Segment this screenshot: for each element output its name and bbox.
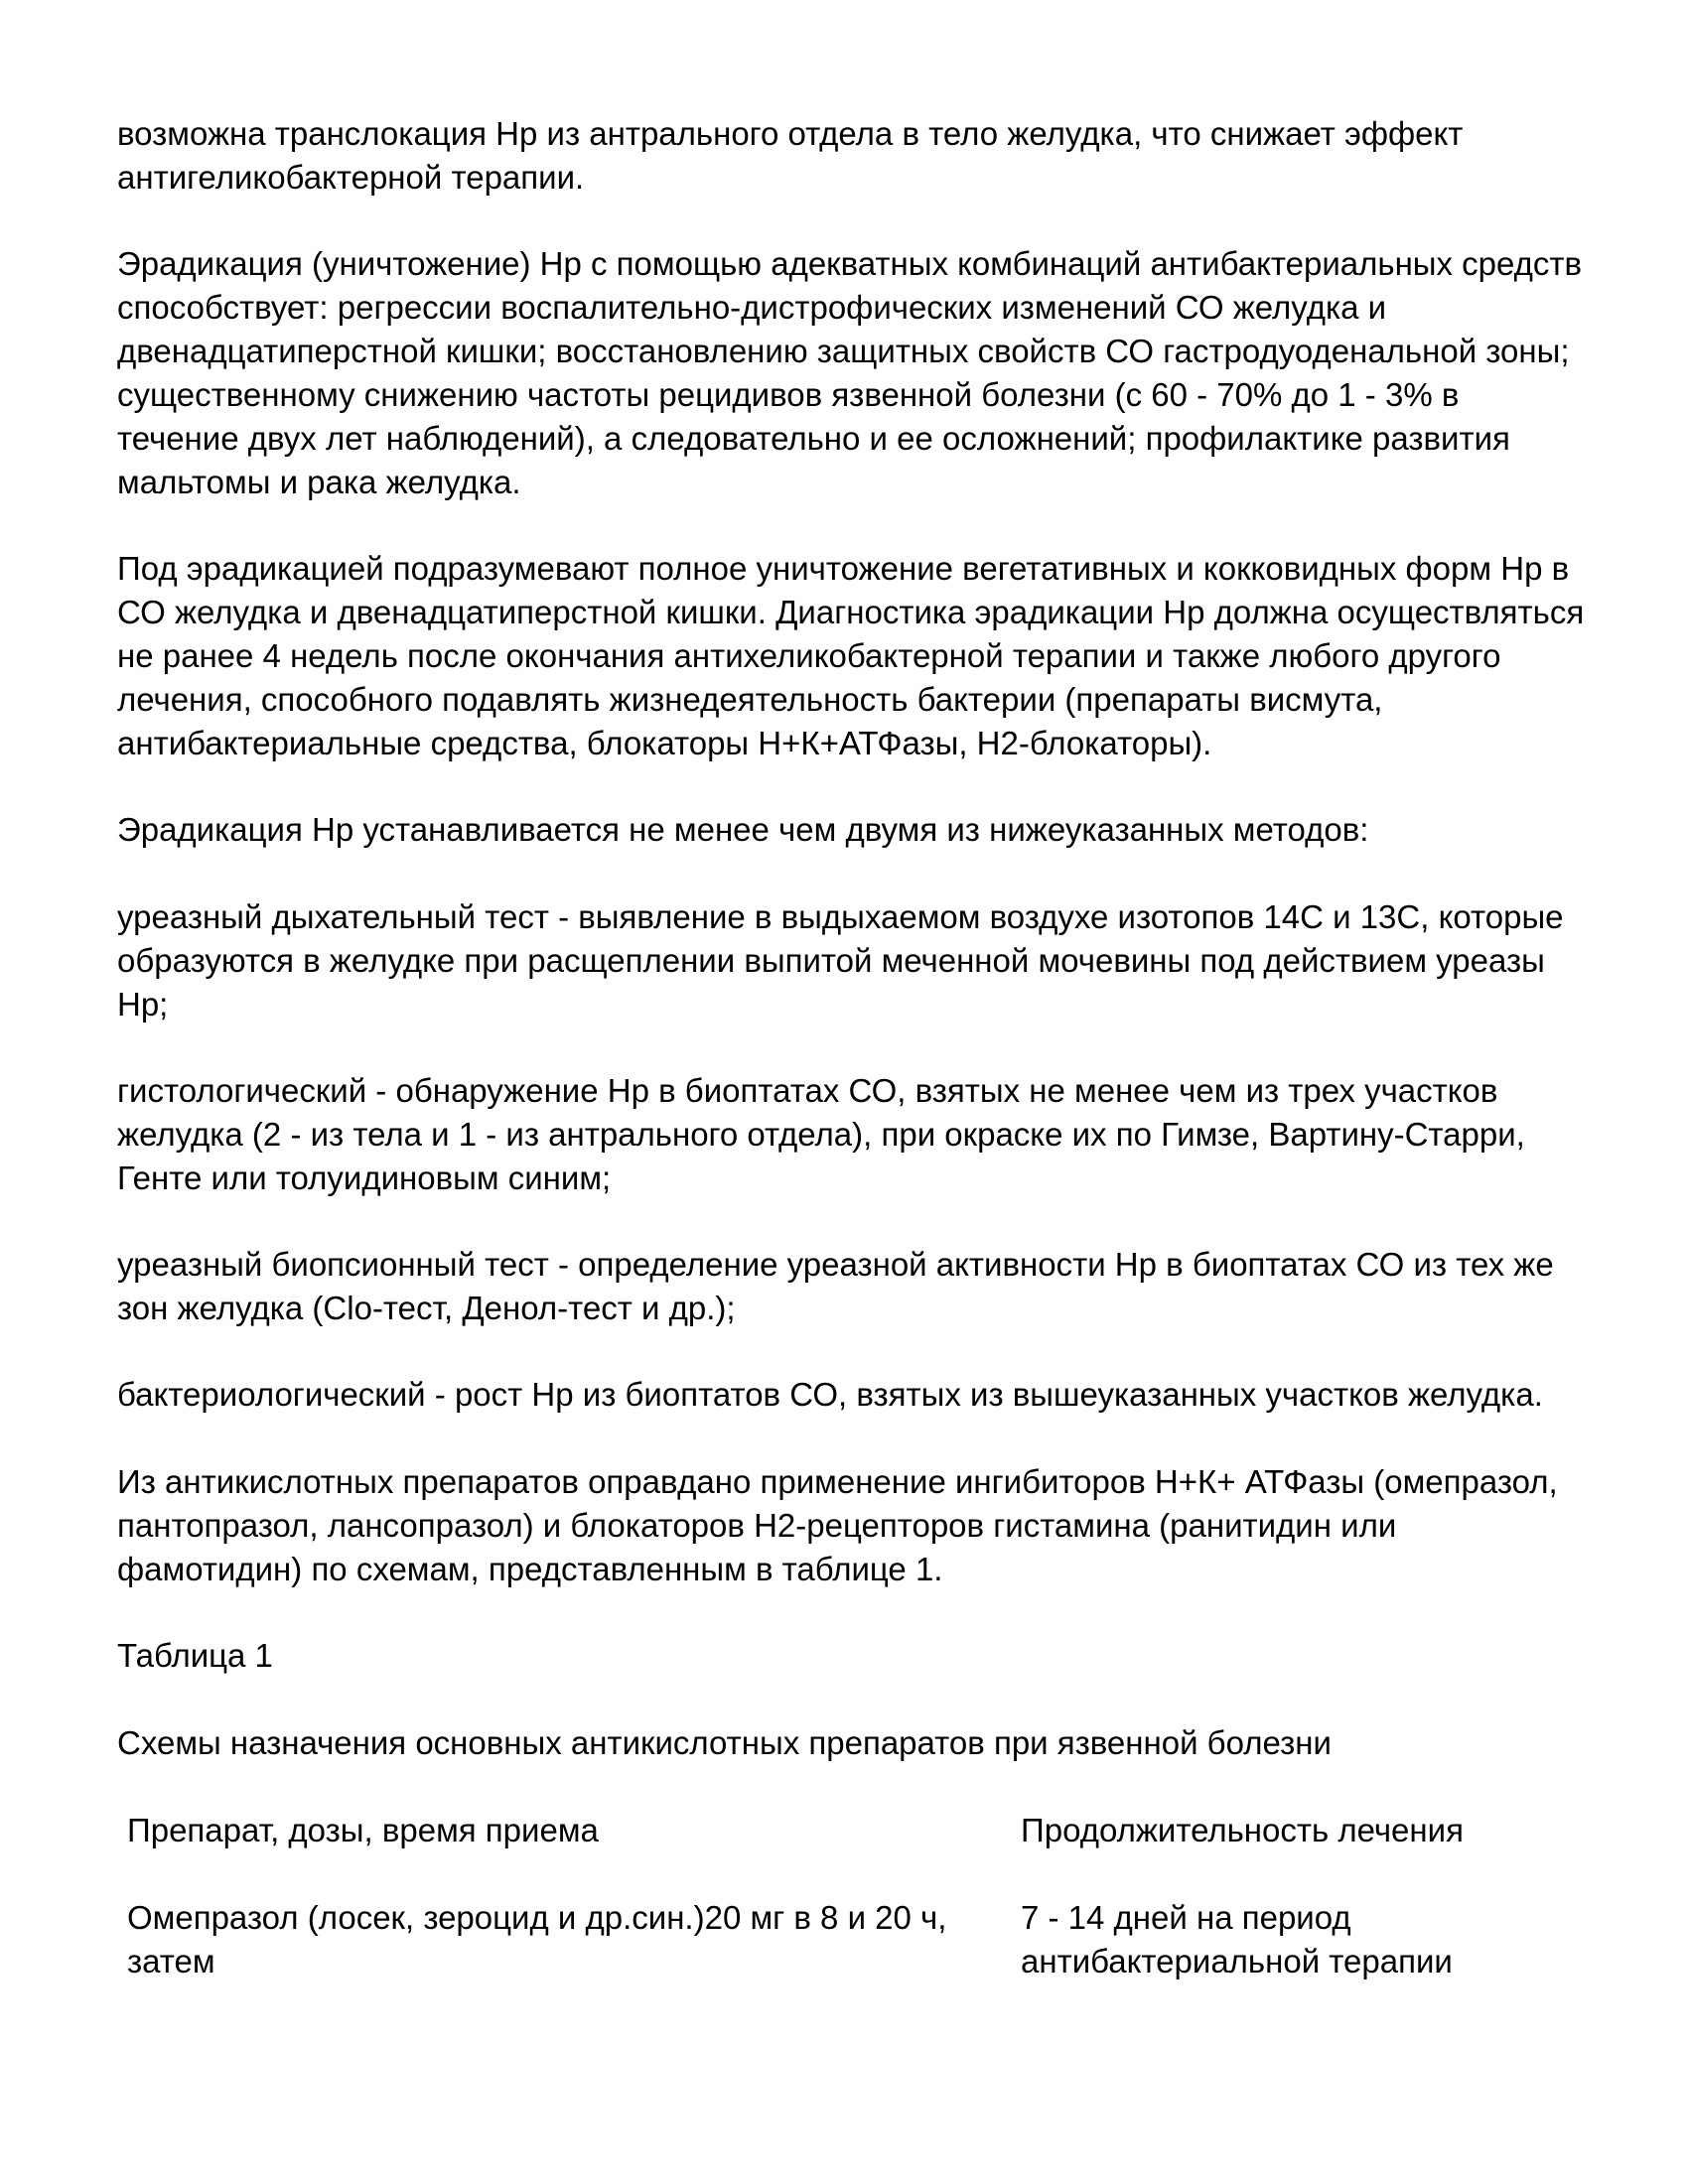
document-page	[117, 112, 1587, 2027]
table-header-drug: Препарат, дозы, время приема	[127, 1812, 599, 1848]
table-caption-title: Схемы назначения основных антикислотных препаратов при язвенной болезни	[117, 1724, 1332, 1761]
table-header-duration: Продолжительность лечения	[1021, 1812, 1464, 1848]
table-cell-duration: 7 - 14 дней на период антибактериальной терапии	[1021, 1899, 1453, 1979]
paragraph-method-breath-test: уреазный дыхательный тест - выявление в выдыхаемом воздухе изотопов 14С и 13С, которые образуются в желудке при расщеплении выпитой меченной мочевины под действием уреазы Hp;	[117, 898, 1564, 1023]
treatment-table	[127, 1809, 1587, 2027]
paragraph-eradication-definition: Под эрадикацией подразумевают полное уничтожение вегетативных и кокковидных форм Hp в СО желудка и двенадцатиперстной кишки. Диагностика эрадикации Hp должна осуществляться не ранее 4 недель после окончания антихеликобактерной терапии и также любого другого лечения, способного подавлять жизнедеятельность бактерии (препараты висмута, антибактериальные средства, блокаторы Н+К+АТФазы, Н2-блокаторы).	[117, 550, 1585, 761]
paragraph-method-biopsy-urease: уреазный биопсионный тест - определение уреазной активности Hp в биоптатах СО из тех же зон желудка (Clo-тест, Денол-тест и др.);	[117, 1246, 1554, 1326]
paragraph-methods-intro: Эрадикация Hp устанавливается не менее чем двумя из нижеуказанных методов:	[117, 811, 1369, 848]
table-cell-drug: Омепразол (лосек, зероцид и др.син.)20 мг в 8 и 20 ч, затем	[127, 1899, 947, 1979]
paragraph-translocation: возможна транслокация Hp из антрального отдела в тело желудка, что снижает эффект антигеликобактерной терапии.	[117, 115, 1464, 196]
paragraph-method-histology: гистологический - обнаружение Hp в биоптатах СО, взятых не менее чем из трех участков желудка (2 - из тела и 1 - из антрального отдела), при окраске их по Гимзе, Вартину-Старри, Генте или толуидиновым синим;	[117, 1072, 1525, 1196]
paragraph-method-bacteriology: бактериологический - рост Hp из биоптатов СО, взятых из вышеуказанных участков желудка.	[117, 1376, 1543, 1413]
paragraph-antacid-drugs: Из антикислотных препаратов оправдано применение ингибиторов Н+К+ АТФазы (омепразол, пантопразол, лансопразол) и блокаторов Н2-рецепторов гистамина (ранитидин или фамотидин) по схемам, представленным в таблице 1.	[117, 1463, 1558, 1587]
table-caption-number: Таблица 1	[117, 1637, 273, 1674]
paragraph-eradication-benefits: Эрадикация (уничтожение) Hp с помощью адекватных комбинаций антибактериальных средств способствует: регрессии воспалительно-дистрофических изменений СО желудка и двенадцатиперстной кишки; восстановлению защитных свойств СО гастродуоденальной зоны; существенному снижению частоты рецидивов язвенной болезни (с 60 - 70% до 1 - 3% в течение двух лет наблюдений), а следовательно и ее осложнений; профилактике развития мальтомы и рака желудка.	[117, 245, 1583, 500]
